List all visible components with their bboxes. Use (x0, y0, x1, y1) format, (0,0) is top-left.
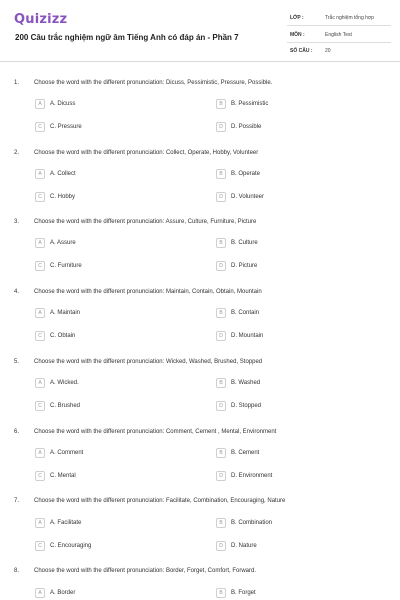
option-letter-box: C (35, 331, 45, 341)
option-text: B. Culture (231, 240, 258, 246)
option-letter-box: B (216, 99, 226, 109)
meta-row-subject (287, 29, 391, 43)
option-letter-box: C (35, 261, 45, 271)
option-letter-box: C (35, 401, 45, 411)
option-letter-box: C (35, 122, 45, 132)
option-letter-box: C (35, 192, 45, 202)
option-text: D. Volunteer (231, 194, 265, 200)
option-text: C. Brushed (50, 403, 81, 409)
option-letter-box: D (216, 471, 226, 481)
question-number: 3. (14, 219, 20, 225)
option-text: C. Encouraging (50, 543, 92, 549)
option-letter-box: C (35, 541, 45, 551)
option-letter-box: D (216, 541, 226, 551)
meta-label-class: LỚP : (290, 15, 304, 21)
question-text: Choose the word with the different pronunciation: Dicuss, Pessimistic, Pressure, Possible. (34, 80, 273, 86)
option-letter-box: A (35, 378, 45, 388)
question-text: Choose the word with the different pronunciation: Collect, Operate, Hobby, Volunteer (34, 150, 259, 156)
option-letter-box: A (35, 448, 45, 458)
question-number: 2. (14, 150, 20, 156)
question-text: Choose the word with the different pronunciation: Maintain, Contain, Obtain, Mountain (34, 289, 262, 295)
meta-label-question-count: SỐ CÂU : (290, 48, 313, 54)
option-letter-box: B (216, 588, 226, 598)
option-letter-box: B (216, 378, 226, 388)
option-letter-box: B (216, 308, 226, 318)
question-text: Choose the word with the different pronunciation: Assure, Culture, Furniture, Picture (34, 219, 257, 225)
option-letter-box: A (35, 308, 45, 318)
option-letter-box: A (35, 588, 45, 598)
option-letter-box: D (216, 192, 226, 202)
option-text: B. Washed (231, 380, 261, 386)
option-text: C. Hobby (50, 194, 76, 200)
option-text: D. Stopped (231, 403, 262, 409)
question-text: Choose the word with the different pronunciation: Border, Forget, Comfort, Forward. (34, 568, 256, 574)
meta-value-subject: English Test (325, 32, 352, 38)
option-letter-box: B (216, 518, 226, 528)
option-text: B. Contain (231, 310, 260, 316)
option-text: A. Maintain (50, 310, 81, 316)
question-number: 8. (14, 568, 20, 574)
option-text: A. Comment (50, 450, 84, 456)
quizizz-logo[interactable]: Quizizz (14, 12, 68, 27)
question-text: Choose the word with the different pronunciation: Facilitate, Combination, Encouraging, Nature (34, 498, 286, 504)
option-letter-box: D (216, 261, 226, 271)
meta-value-question-count: 20 (325, 48, 331, 54)
option-letter-box: A (35, 169, 45, 179)
option-text: B. Forget (231, 590, 256, 596)
option-letter-box: D (216, 401, 226, 411)
option-letter-box: D (216, 331, 226, 341)
option-text: B. Pessimistic (231, 101, 269, 107)
question-number: 6. (14, 429, 20, 435)
option-text: A. Border (50, 590, 76, 596)
meta-row-question-count (287, 45, 391, 59)
option-text: D. Possible (231, 124, 262, 130)
option-text: A. Collect (50, 171, 76, 177)
option-text: A. Wicked. (50, 380, 79, 386)
option-text: A. Dicuss (50, 101, 76, 107)
option-text: C. Obtain (50, 333, 76, 339)
option-text: C. Pressure (50, 124, 82, 130)
option-text: D. Mountain (231, 333, 264, 339)
option-text: B. Operate (231, 171, 261, 177)
question-number: 5. (14, 359, 20, 365)
option-text: D. Environment (231, 473, 273, 479)
worksheet-header (0, 0, 400, 62)
option-text: C. Mental (50, 473, 76, 479)
option-letter-box: B (216, 238, 226, 248)
question-text: Choose the word with the different pronunciation: Comment, Cement , Mental, Environment (34, 429, 277, 435)
question-number: 7. (14, 498, 20, 504)
worksheet-title: 200 Câu trắc nghiệm ngữ âm Tiếng Anh có đáp án - Phần 7 (15, 33, 239, 42)
option-letter-box: A (35, 518, 45, 528)
option-text: A. Assure (50, 240, 76, 246)
option-letter-box: B (216, 169, 226, 179)
question-number: 1. (14, 80, 20, 86)
option-text: B. Cement (231, 450, 260, 456)
option-text: B. Combination (231, 520, 273, 526)
option-text: A. Facilitate (50, 520, 82, 526)
question-number: 4. (14, 289, 20, 295)
meta-row-class (287, 12, 391, 26)
meta-label-subject: MÔN : (290, 32, 305, 38)
option-text: D. Nature (231, 543, 257, 549)
question-text: Choose the word with the different pronunciation: Wicked, Washed, Brushed, Stopped (34, 359, 263, 365)
option-letter-box: C (35, 471, 45, 481)
option-letter-box: D (216, 122, 226, 132)
option-text: D. Picture (231, 263, 258, 269)
meta-value-class: Trắc nghiệm tổng hợp (325, 15, 374, 21)
option-letter-box: B (216, 448, 226, 458)
option-text: C. Furniture (50, 263, 82, 269)
option-letter-box: A (35, 99, 45, 109)
option-letter-box: A (35, 238, 45, 248)
